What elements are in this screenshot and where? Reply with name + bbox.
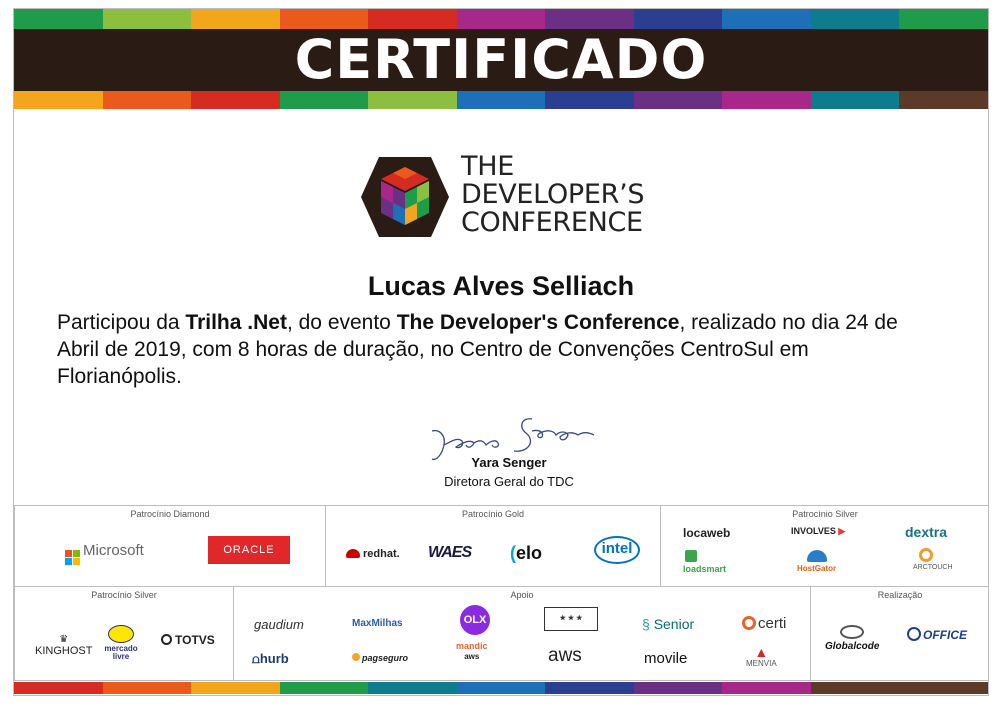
sponsor-microsoft: Microsoft [65, 542, 144, 565]
pagseguro-icon [352, 653, 360, 661]
redhat-icon [346, 549, 360, 558]
microsoft-icon [65, 550, 80, 565]
arctouch-icon [919, 548, 933, 562]
sponsor-gold: Patrocínio Gold redhat. WAES (elo intel [325, 505, 661, 587]
color-stripe-footer [14, 682, 988, 694]
sponsor-mandic: mandic aws [456, 641, 488, 661]
sponsor-menvia: ▲ MENVIA [746, 644, 777, 668]
sponsor-loadsmart: loadsmart [683, 550, 753, 574]
certificate-frame [13, 8, 989, 696]
sponsor-intel: intel [594, 536, 640, 564]
sponsor-hurb: ⩍hurb [252, 651, 289, 666]
sponsor-totvs: TOTVS [161, 633, 215, 647]
sponsor-pagseguro: pagseguro [352, 653, 408, 663]
office-icon [907, 627, 921, 641]
sponsor-dextra: dextra [905, 524, 948, 540]
cube-logo-icon [359, 153, 451, 241]
crown-icon: ♛ [59, 634, 69, 645]
sponsor-silver-top: Patrocínio Silver locaweb INVOLVES ▶ dextra loadsmart HostGator ARCTOUCH [660, 505, 989, 587]
header-banner [14, 9, 988, 109]
participant-name: Lucas Alves Selliach [367, 271, 635, 301]
sponsor-aws: aws [548, 645, 582, 666]
certi-icon [742, 616, 756, 630]
sponsor-redhat: redhat. [346, 548, 400, 560]
sponsor-support: Apoio gaudium MaxMilhas OLX ★ ★ ★ § Senior certi ⩍hurb pagseguro mandic aws aws movile ▲ MENVIA [233, 586, 811, 681]
sponsor-gaudium: gaudium [254, 617, 304, 632]
event-logo-text: THE DEVELOPER’S CONFERENCE [461, 151, 645, 238]
sponsor-oracle: ORACLE [208, 536, 290, 564]
sponsor-senior: § Senior [642, 616, 695, 632]
signatory-name: Yara Senger [471, 455, 547, 470]
sponsor-hostgator: HostGator [797, 550, 836, 573]
sponsor-globalcode: Globalcode [825, 625, 879, 652]
rocket-icon: ▲ [754, 644, 769, 660]
sponsor-maxmilhas: MaxMilhas [352, 618, 403, 629]
certificate-body: Participou da Trilha .Net, do evento The Developer's Conference, realizado no dia 24 de Abril de 2019, com 8 horas de duração, no Centro de Convenções CentroSul em Florianópolis. [57, 311, 898, 388]
hostgator-icon [807, 550, 827, 562]
signatory-role: Diretora Geral do TDC [444, 474, 574, 489]
loadsmart-icon [685, 550, 697, 562]
sponsor-realization: Realização Globalcode OFFICE [810, 586, 989, 681]
sponsor-mercadolivre: mercado livre [101, 625, 141, 661]
totvs-icon [161, 634, 172, 645]
sponsor-elo: (elo [510, 543, 543, 563]
sponsor-certi: certi [742, 615, 786, 632]
sponsor-diamond: Patrocínio Diamond Microsoft ORACLE [14, 505, 326, 587]
globalcode-icon [840, 625, 864, 639]
sponsor-olx: OLX [460, 605, 490, 635]
event-logo [359, 153, 659, 243]
handshake-icon [108, 625, 134, 643]
sponsor-waes: WAES [428, 544, 472, 561]
sponsor-involves: INVOLVES ▶ [791, 526, 846, 536]
sponsor-kinghost: ♛ KINGHOST [35, 634, 93, 657]
certificate-title: CERTIFICADO [294, 28, 708, 91]
sponsor-movile: movile [644, 650, 688, 667]
sponsor-locaweb: locaweb [683, 526, 731, 540]
sponsor-comic-logo: ★ ★ ★ [544, 607, 598, 631]
sponsor-office: OFFICE [907, 627, 967, 642]
sponsor-silver-bottom: Patrocínio Silver ♛ KINGHOST mercado livre TOTVS [14, 586, 234, 681]
sponsor-arctouch: ARCTOUCH [913, 548, 953, 571]
